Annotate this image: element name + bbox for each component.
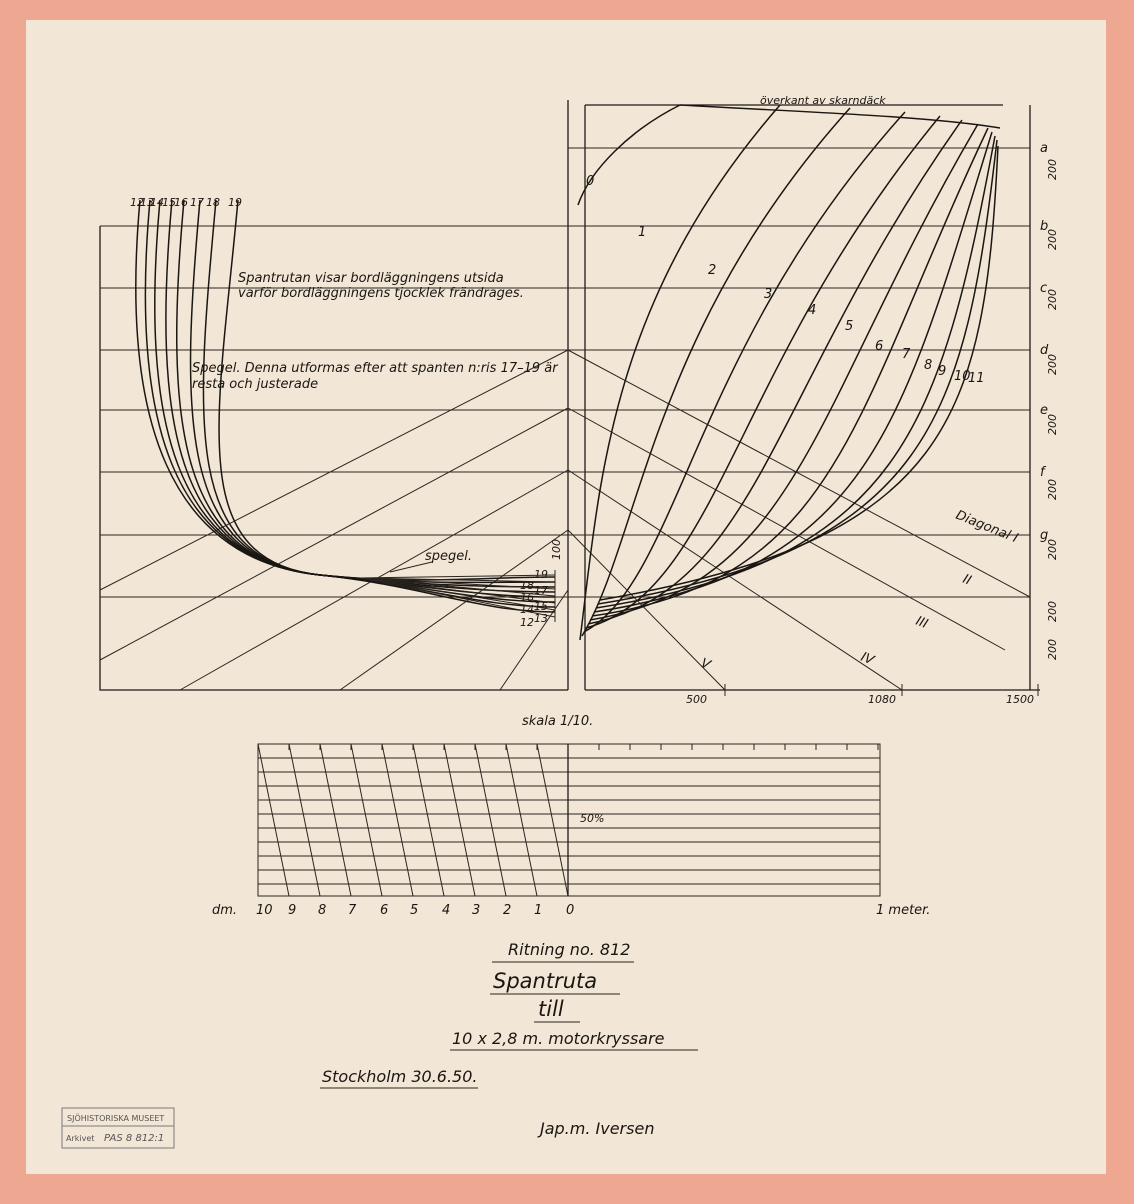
aft-station-label-19: 19 xyxy=(228,196,242,209)
station-label-11: 11 xyxy=(968,371,985,386)
station-label-6: 6 xyxy=(875,339,884,354)
transom-number-15: 15 xyxy=(534,600,548,613)
scale-label: skala 1/10. xyxy=(522,714,594,729)
aft-station-label-15: 15 xyxy=(162,196,176,209)
waterline-label-d: d xyxy=(1040,343,1049,358)
station-label-1: 1 xyxy=(638,225,647,240)
note-transom-2: resta och justerade xyxy=(192,377,319,392)
scale-tick-label: 4 xyxy=(442,903,451,918)
signature: Jap.m. Iversen xyxy=(540,1119,655,1138)
diagonal-label: Diagonal I xyxy=(953,507,1020,547)
baseline-label-1500: 1500 xyxy=(1006,693,1034,706)
spacing-label: 200 xyxy=(1046,539,1059,560)
scale-tick-label: 10 xyxy=(256,903,273,918)
spacing-label: 200 xyxy=(1046,601,1059,622)
station-label-9: 9 xyxy=(938,364,947,379)
scale-tick-label: 1 xyxy=(534,903,543,918)
spacing-label: 200 xyxy=(1046,354,1059,375)
waterline-label-g: g xyxy=(1040,528,1049,543)
spacing-label: 200 xyxy=(1046,229,1059,250)
diagonal-label: III xyxy=(913,613,930,633)
aft-station-label-13: 13 xyxy=(140,196,154,209)
baseline-label-500: 500 xyxy=(686,693,707,706)
transom-number-12: 12 xyxy=(520,616,534,629)
drawing-title: Spantruta xyxy=(493,969,598,993)
aft-station-label-17: 17 xyxy=(190,196,204,209)
scale-tick-label: 3 xyxy=(472,903,481,918)
scale-tick-label: 6 xyxy=(380,903,389,918)
vertical-100-label: 100 xyxy=(550,539,563,560)
scale-tick-label: 5 xyxy=(410,903,419,918)
scale-tick-label: dm. xyxy=(212,903,238,918)
stamp-archive-number: PAS 8 812:1 xyxy=(104,1133,165,1144)
deck-edge-label: överkant av skarndäck xyxy=(760,94,886,107)
baseline-label-1080: 1080 xyxy=(868,693,896,706)
spacing-label: 200 xyxy=(1046,289,1059,310)
scale-tick-label: 8 xyxy=(318,903,327,918)
station-label-2: 2 xyxy=(708,263,717,278)
aft-station-label-16: 16 xyxy=(174,196,188,209)
station-label-0: 0 xyxy=(586,174,595,189)
transom-number-19: 19 xyxy=(534,568,548,581)
station-label-5: 5 xyxy=(845,319,854,334)
scale-tick-label: 0 xyxy=(566,903,575,918)
note-thickness: varför bordläggningens tjocklek frändrages. xyxy=(238,286,524,301)
stamp-archive-label: Arkivet xyxy=(66,1134,95,1143)
scale-meter-label: 1 meter. xyxy=(876,903,931,918)
spacing-label: 200 xyxy=(1046,414,1059,435)
waterline-label-b: b xyxy=(1040,219,1049,234)
waterline-label-c: c xyxy=(1040,281,1048,296)
scale-tick-label: 7 xyxy=(348,903,357,918)
note-transom-1: Spegel. Denna utformas efter att spanten n:ris 17–19 är xyxy=(192,361,558,376)
diagonal-label: II xyxy=(960,571,974,589)
transom-number-14: 14 xyxy=(520,603,534,616)
waterline-label-e: e xyxy=(1040,403,1048,418)
scale-mid-label: 50% xyxy=(580,812,605,825)
station-label-3: 3 xyxy=(764,287,773,302)
transom-arrow-label: spegel. xyxy=(425,549,473,564)
drawing-subtitle: till xyxy=(538,997,564,1021)
diagonal-label: IV xyxy=(858,649,876,669)
waterline-label-a: a xyxy=(1040,141,1048,156)
vessel-description: 10 x 2,8 m. motorkryssare xyxy=(452,1029,665,1048)
transom-number-17: 17 xyxy=(534,584,548,597)
scale-tick-label: 9 xyxy=(288,903,297,918)
aft-station-label-18: 18 xyxy=(206,196,220,209)
scale-tick-label: 2 xyxy=(503,903,512,918)
note-outside: Spantrutan visar bordläggningens utsida xyxy=(238,271,504,286)
station-label-8: 8 xyxy=(924,358,933,373)
transom-number-16: 16 xyxy=(520,591,534,604)
drawing-number: Ritning no. 812 xyxy=(508,940,631,959)
transom-number-13: 13 xyxy=(534,612,548,625)
spacing-label: 200 xyxy=(1046,159,1059,180)
aft-station-label-14: 14 xyxy=(150,196,164,209)
diagonal-label: V xyxy=(698,655,713,674)
spacing-label: 200 xyxy=(1046,639,1059,660)
station-label-10: 10 xyxy=(954,369,971,384)
aft-station-label-12: 12 xyxy=(130,196,144,209)
waterline-label-f: f xyxy=(1040,465,1045,480)
station-label-4: 4 xyxy=(808,303,817,318)
spacing-label: 200 xyxy=(1046,479,1059,500)
stamp-museum: SJÖHISTORISKA MUSEET xyxy=(67,1114,165,1123)
transom-number-18: 18 xyxy=(520,579,534,592)
place-date: Stockholm 30.6.50. xyxy=(322,1067,478,1086)
station-label-7: 7 xyxy=(902,347,911,362)
